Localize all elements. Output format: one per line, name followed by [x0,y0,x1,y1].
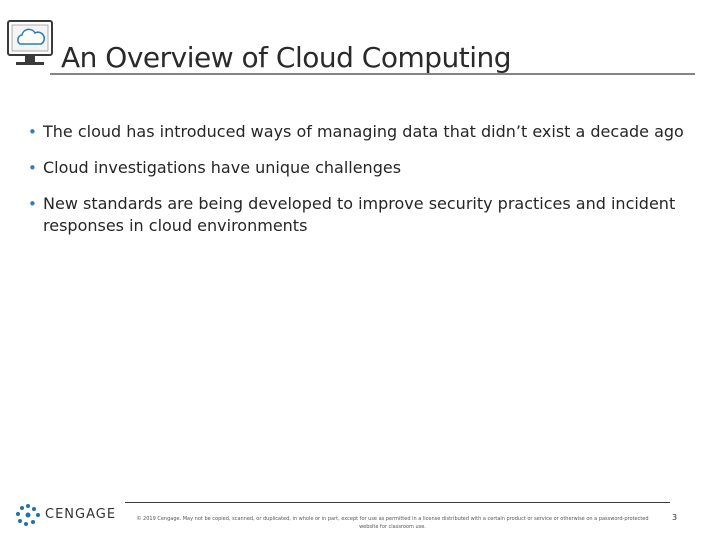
footer-divider [125,501,670,504]
bullet-item [28,121,708,143]
bullet-text: The cloud has introduced ways of managing data that didn’t exist a decade ago [43,122,684,141]
bullet-text: Cloud investigations have unique challenges [43,158,402,177]
page-number: 3 [672,513,678,522]
bullet-item [28,157,708,179]
bullet-list [28,121,708,251]
bullet-item [28,193,708,237]
bullet-marker: • [28,159,37,177]
logo-wordmark: CENGAGE [45,507,117,522]
bullet-text: New standards are being developed to improve security practices and incident responses in cloud environments [43,194,676,235]
title-divider [50,72,695,76]
copyright-notice: © 2019 Cengage. May not be copied, scanned, or duplicated, in whole or in part, except for use as permitted in a license distributed with a certain product or service or otherwise on a password-protected website for classroom use. [136,516,649,530]
bullet-marker: • [28,123,37,141]
bullet-marker: • [28,195,37,213]
cloud-monitor-icon [6,17,56,71]
page-title: An Overview of Cloud Computing [61,40,512,74]
